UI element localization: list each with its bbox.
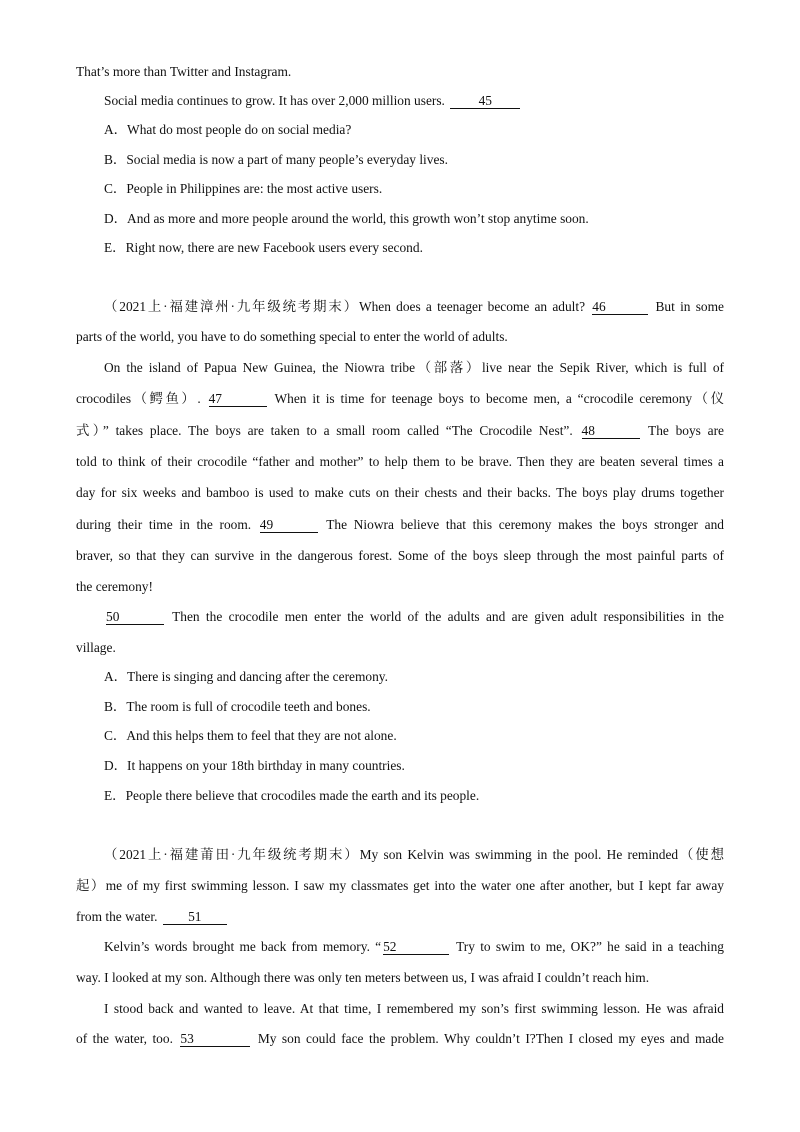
line-text: from the water. (76, 909, 158, 924)
option-b: B．The room is full of crocodile teeth and bones. (104, 699, 371, 714)
line-text: Kelvin’s words brought me back from memory. “ (104, 939, 382, 954)
passage-line: told to think of their crocodile “father and mother” to help them to be brave. Then they are beaten several times a (76, 454, 724, 469)
passage-line: 起）me of my first swimming lesson. I saw my classmates get into the water one after another, but I kept far away (76, 878, 724, 893)
passage-line: parts of the world, you have to do something special to enter the world of adults. (76, 329, 508, 344)
passage-line (104, 608, 724, 626)
line-text: of the water, too. (76, 1031, 173, 1046)
answer-blank-47[interactable]: 47 (209, 391, 267, 407)
passage-line (104, 298, 724, 316)
line-text: Try to swim to me, OK?” he said in a teaching (456, 939, 724, 954)
answer-blank-52[interactable]: 52 (383, 939, 449, 955)
line-text: When it is time for teenage boys to become men, a “crocodile ceremony（仪 (274, 391, 725, 406)
answer-blank-48[interactable]: 48 (582, 423, 640, 439)
question-source: （2021上·福建漳州·九年级统考期末）When does a teenager become an adult? (104, 299, 586, 314)
passage-line: I stood back and wanted to leave. At that time, I remembered my son’s first swimming lesson. He was afraid (104, 1001, 724, 1016)
option-d: D．And as more and more people around the world, this growth won’t stop anytime soon. (104, 211, 589, 226)
passage-line (104, 938, 724, 956)
passage-line (76, 908, 724, 926)
passage-line (76, 1030, 724, 1048)
passage-line: That’s more than Twitter and Instagram. (76, 64, 292, 79)
option-d: D．It happens on your 18th birthday in many countries. (104, 758, 405, 773)
answer-blank-53[interactable]: 53 (180, 1031, 250, 1047)
line-text: Social media continues to grow. It has over 2,000 million users. (104, 93, 445, 108)
line-text: My son could face the problem. Why couldn’t I?Then I closed my eyes and made (257, 1031, 724, 1046)
option-c: C．People in Philippines are: the most active users. (104, 181, 383, 196)
passage-line (104, 92, 724, 110)
answer-blank-50[interactable]: 50 (106, 609, 164, 625)
option-c: C．And this helps them to feel that they are not alone. (104, 728, 397, 743)
answer-blank-51[interactable]: 51 (163, 909, 227, 925)
option-a: A．There is singing and dancing after the ceremony. (104, 669, 388, 684)
option-b: B．Social media is now a part of many people’s everyday lives. (104, 152, 448, 167)
passage-line: village. (76, 640, 116, 655)
answer-blank-49[interactable]: 49 (260, 517, 318, 533)
line-text: The boys are (648, 423, 724, 438)
passage-line: braver, so that they can survive in the dangerous forest. Some of the boys sleep through the most painful parts of (76, 548, 724, 563)
line-text: crocodiles（鳄鱼）. (76, 391, 201, 406)
option-a: A．What do most people do on social media? (104, 122, 352, 137)
line-text: The Niowra believe that this ceremony makes the boys stronger and (326, 517, 724, 532)
line-text: Then the crocodile men enter the world of the adults and are given adult responsibilities in the (172, 609, 724, 624)
passage-line: day for six weeks and bamboo is used to make cuts on their chests and their backs. The boys play drums together (76, 485, 724, 500)
line-text: 式）” takes place. The boys are taken to a small room called “The Crocodile Nest”. (76, 423, 573, 438)
passage-line: （2021上·福建莆田·九年级统考期末）My son Kelvin was swimming in the pool. He reminded（使想 (104, 847, 724, 862)
line-text: during their time in the room. (76, 517, 252, 532)
passage-line (76, 516, 724, 534)
line-text: But in some (655, 299, 724, 314)
answer-blank-46[interactable]: 46 (592, 299, 648, 315)
option-e: E．People there believe that crocodiles made the earth and its people. (104, 788, 480, 803)
passage-line (76, 390, 724, 408)
passage-line: the ceremony! (76, 579, 153, 594)
passage-line (76, 422, 724, 440)
option-e: E．Right now, there are new Facebook users every second. (104, 240, 423, 255)
answer-blank-45[interactable]: 45 (450, 93, 520, 109)
passage-line: On the island of Papua New Guinea, the Niowra tribe（部落）live near the Sepik River, which is full of (104, 360, 724, 375)
passage-line: way. I looked at my son. Although there was only ten meters between us, I was afraid I couldn’t reach him. (76, 970, 650, 985)
